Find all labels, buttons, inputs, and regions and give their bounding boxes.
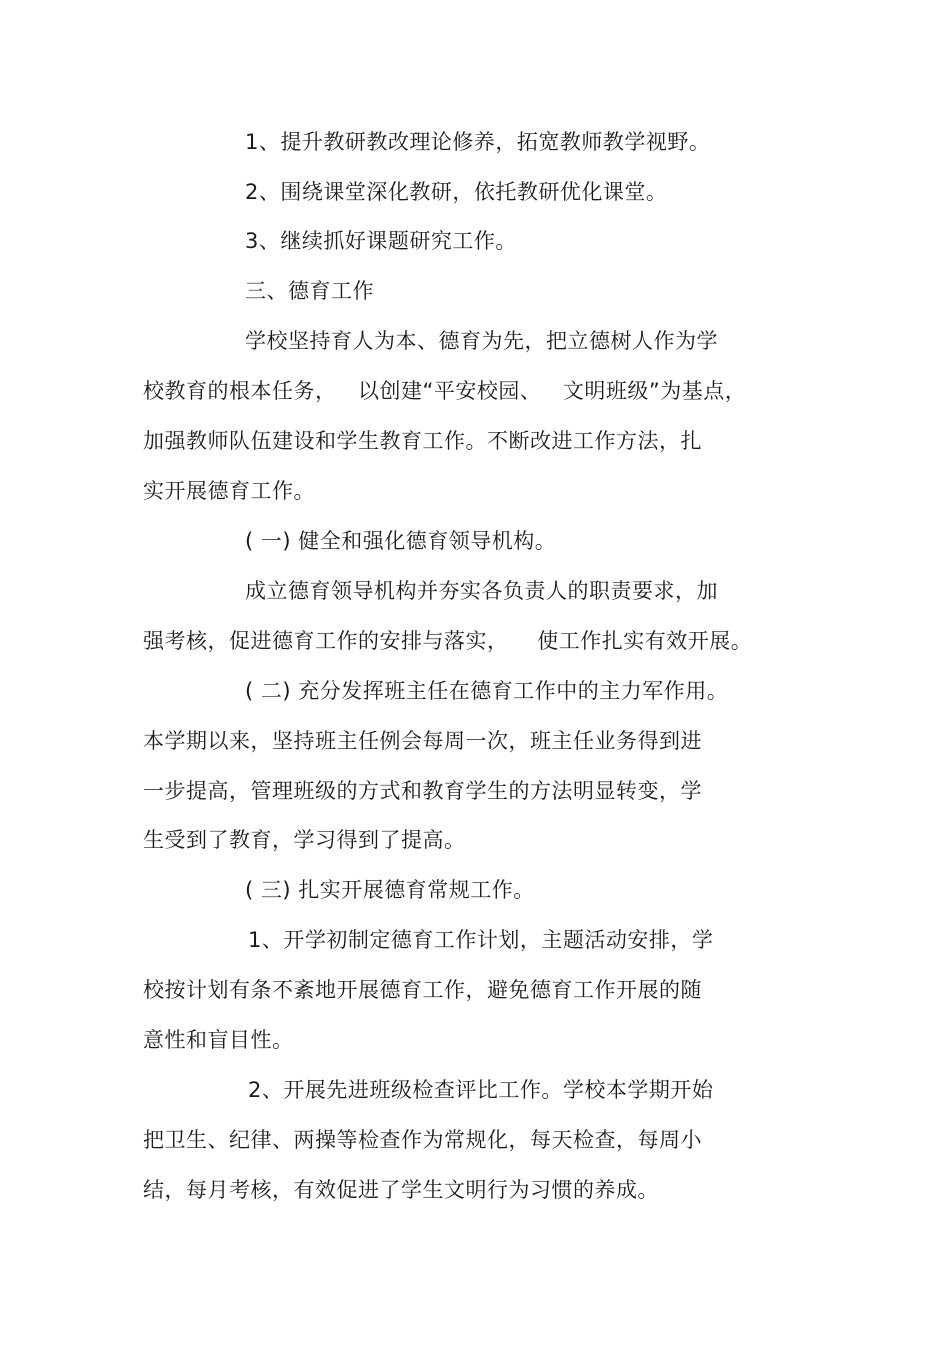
item-1: 1、提升教研教改理论修养，拓宽教师教学视野。 <box>245 130 711 154</box>
paragraph-line: 本学期以来，坚持班主任例会每周一次，班主任业务得到进 <box>143 729 702 753</box>
paragraph-line: 2、开展先进班级检查评比工作。学校本学期开始 <box>248 1078 714 1102</box>
paragraph-line: 校按计划有条不紊地开展德育工作，避免德育工作开展的随 <box>143 978 702 1002</box>
item-2: 2、围绕课堂深化教研，依托教研优化课堂。 <box>245 180 668 204</box>
paragraph-line: 学校坚持育人为本、德育为先，把立德树人作为学 <box>245 329 718 353</box>
subheading-1: ( 一) 健全和强化德育领导机构。 <box>245 529 557 553</box>
paragraph-line: 意性和盲目性。 <box>143 1028 294 1052</box>
paragraph-line: 生受到了教育，学习得到了提高。 <box>143 828 466 852</box>
paragraph-line: 成立德育领导机构并夯实各负责人的职责要求，加 <box>245 579 718 603</box>
subheading-3: ( 三) 扎实开展德育常规工作。 <box>245 878 535 902</box>
item-3: 3、继续抓好课题研究工作。 <box>245 229 517 253</box>
paragraph-line: 1、开学初制定德育工作计划，主题活动安排，学 <box>248 928 714 952</box>
paragraph-line: 实开展德育工作。 <box>143 479 315 503</box>
paragraph-line: 强考核，促进德育工作的安排与落实， 使工作扎实有效开展。 <box>143 629 753 653</box>
paragraph-line: 一步提高，管理班级的方式和教育学生的方法明显转变，学 <box>143 779 702 803</box>
paragraph-line: 把卫生、纪律、两操等检查作为常规化，每天检查，每周小 <box>143 1128 702 1152</box>
section-heading-moral-education: 三、德育工作 <box>245 279 374 303</box>
paragraph-line: 加强教师队伍建设和学生教育工作。不断改进工作方法，扎 <box>143 429 702 453</box>
subheading-2: ( 二) 充分发挥班主任在德育工作中的主力军作用。 <box>245 679 729 703</box>
paragraph-line: 校教育的根本任务， 以创建“平安校园、 文明班级”为基点， <box>143 379 747 403</box>
paragraph-line: 结，每月考核，有效促进了学生文明行为习惯的养成。 <box>143 1178 659 1202</box>
